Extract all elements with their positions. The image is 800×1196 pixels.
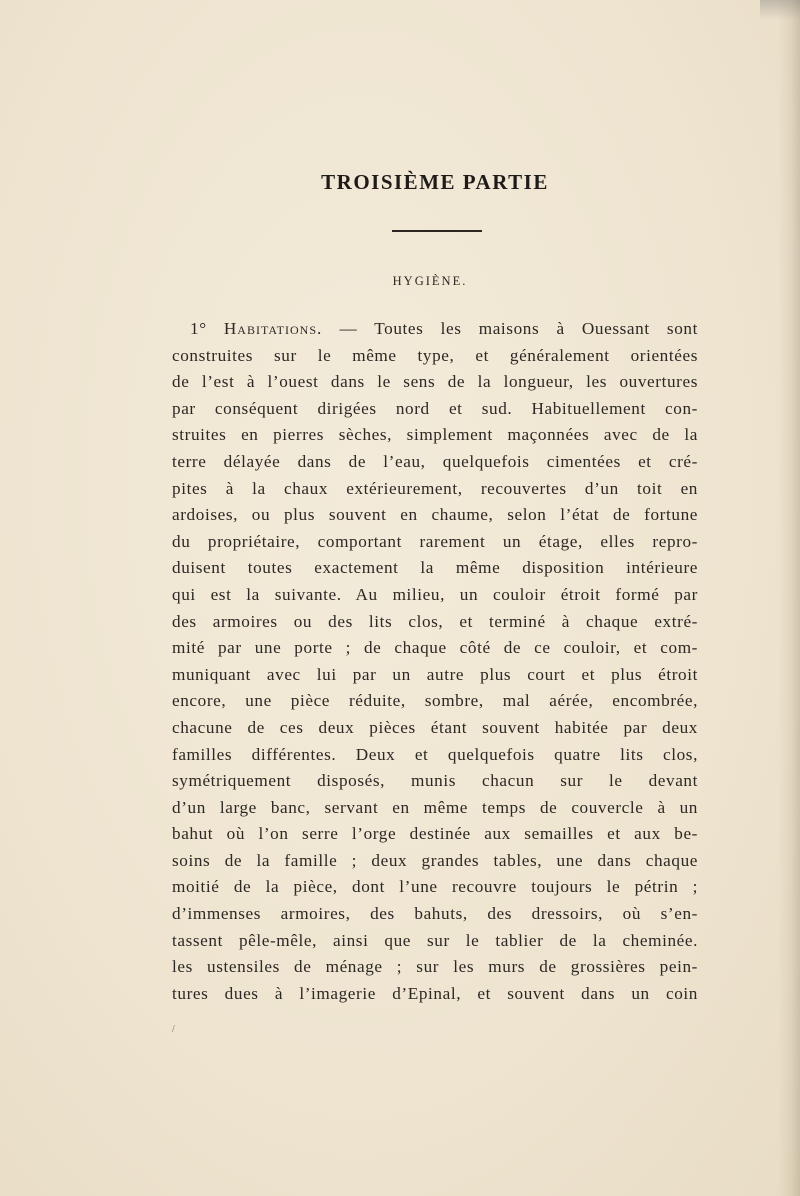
text-line: bahut où l’on serre l’orge destinée aux semailles et aux be-: [172, 824, 698, 844]
text-line: ardoises, ou plus souvent en chaume, selon l’état de fortune: [172, 505, 698, 525]
stray-pencil-mark: /: [172, 1024, 175, 1035]
section-heading: HYGIÈNE.: [392, 274, 468, 288]
text-line: des armoires ou des lits clos, et terminé à chaque extré-: [172, 611, 698, 631]
text-line: d’un large banc, servant en même temps de couvercle à un: [172, 797, 698, 817]
text-line: mité par une porte ; de chaque côté de ce couloir, et com-: [172, 638, 698, 658]
text-line: familles différentes. Deux et quelquefois quatre lits clos,: [172, 744, 698, 764]
text-line: construites sur le même type, et généralement orientées: [172, 345, 698, 365]
paragraph-dash: —: [339, 319, 358, 338]
text-line: tassent pêle-mêle, ainsi que sur le tablier de la cheminée.: [172, 930, 698, 950]
text-line: pites à la chaux extérieurement, recouvertes d’un toit en: [172, 478, 698, 498]
paragraph-first-line: [172, 316, 698, 343]
text-line: chacune de ces deux pièces étant souvent habitée par deux: [172, 717, 698, 737]
text-line: encore, une pièce réduite, sombre, mal aérée, encombrée,: [172, 691, 698, 711]
paragraph-heading: Habitations.: [223, 319, 323, 338]
text-line: struites en pierres sèches, simplement maçonnées avec de la: [172, 425, 698, 445]
body-paragraph: [172, 316, 698, 1007]
text-line: duisent toutes exactement la même disposition intérieure: [172, 558, 698, 578]
text-line: qui est la suivante. Au milieu, un couloir étroit formé par: [172, 584, 698, 604]
text-line: soins de la famille ; deux grandes tables, une dans chaque: [172, 850, 698, 870]
text-line: muniquant avec lui par un autre plus court et plus étroit: [172, 664, 698, 684]
text-line: moitié de la pièce, dont l’une recouvre toujours le pétrin ;: [172, 877, 698, 897]
paragraph-number: 1°: [190, 319, 207, 338]
text-line: par conséquent dirigées nord et sud. Habituellement con-: [172, 398, 698, 418]
chapter-title: TROISIÈME PARTIE: [321, 170, 549, 194]
text-line: les ustensiles de ménage ; sur les murs de grossières pein-: [172, 957, 698, 977]
text-line: terre délayée dans de l’eau, quelquefois cimentées et cré-: [172, 451, 698, 471]
text-line: Toutes les maisons à Ouessant sont: [374, 319, 698, 338]
text-line: d’immenses armoires, des bahuts, des dressoirs, où s’en-: [172, 904, 698, 924]
text-line: du propriétaire, comportant rarement un étage, elles repro-: [172, 531, 698, 551]
text-line: symétriquement disposés, munis chacun sur le devant: [172, 771, 698, 791]
text-line: de l’est à l’ouest dans le sens de la longueur, les ouvertures: [172, 372, 698, 392]
page-corner-shadow: [760, 0, 800, 20]
text-line: tures dues à l’imagerie d’Epinal, et souvent dans un coin: [172, 983, 698, 1003]
title-divider: [392, 230, 482, 232]
